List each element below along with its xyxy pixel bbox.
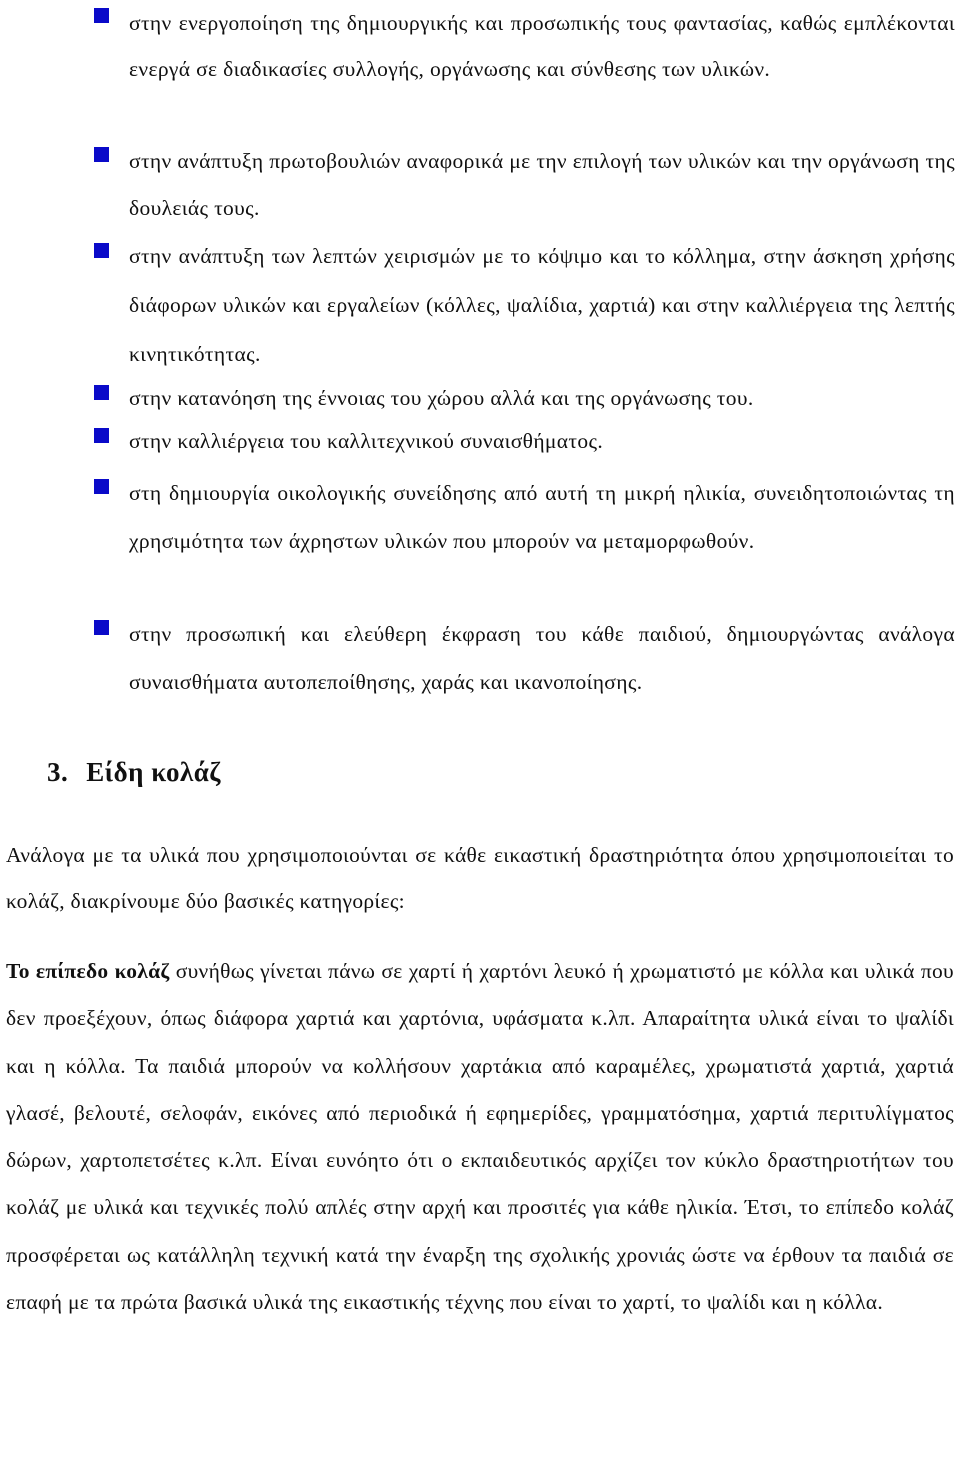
section-number: 3.	[47, 757, 69, 787]
flat-collage-paragraph	[6, 948, 954, 1326]
flat-collage-term: Το επίπεδο κολάζ	[6, 959, 170, 983]
section-title: Είδη κολάζ	[86, 757, 221, 787]
square-bullet-icon	[94, 243, 109, 258]
list-item	[129, 469, 955, 565]
list-item-text: στην ενεργοποίηση της δημιουργικής και προσωπικής τους φαντασίας, καθώς εμπλέκονται ενεργά σε διαδικασίες συλλογής, οργάνωσης και σύνθεσης των υλικών.	[129, 11, 955, 81]
flat-collage-text: συνήθως γίνεται πάνω σε χαρτί ή χαρτόνι λευκό ή χρωματιστό με κόλλα και υλικά που δεν προεξέχουν, όπως διάφορα χαρτιά και χαρτόνια, υφάσματα κ.λπ. Απαραίτητα υλικά είναι το ψαλίδι και η κόλλα. Τα παιδιά μπορούν να κολλήσουν χαρτάκια από καραμέλες, χρωματιστά χαρτιά, χαρτιά γλασέ, βελουτέ, σελοφάν, εικόνες από περιοδικά ή εφημερίδες, γραμματόσημα, χαρτιά περιτυλίγματος δώρων, χαρτοπετσέτες κ.λπ. Είναι ευνόητο ότι ο εκπαιδευτικός αρχίζει τον κύκλο δραστηριοτήτων του κολάζ με υλικά και τεχνικές πολύ απλές στην αρχή και προσιτές για κάθε ηλικία. Έτσι, το επίπεδο κολάζ προσφέρεται ως κατάλληλη τεχνική κατά την έναρξη της σχολικής χρονιάς ώστε να έρθουν τα παιδιά σε επαφή με τα πρώτα βασικά υλικά της εικαστικής τέχνης που είναι το χαρτί, το ψαλίδι και η κόλλα.	[6, 959, 954, 1315]
square-bullet-icon	[94, 147, 109, 162]
list-item	[129, 232, 955, 379]
list-item-text: στην προσωπική και ελεύθερη έκφραση του κάθε παιδιού, δημιουργώντας ανάλογα συναισθήματα αυτοπεποίθησης, χαράς και ικανοποίησης.	[129, 622, 955, 694]
square-bullet-icon	[94, 479, 109, 494]
list-item-text: στη δημιουργία οικολογικής συνείδησης από αυτή τη μικρή ηλικία, συνειδητοποιώντας τη χρησιμότητα των άχρηστων υλικών που μπορούν να μεταμορφωθούν.	[129, 481, 955, 553]
list-item-text: στην καλλιέργεια του καλλιτεχνικού συναισθήματος.	[129, 429, 604, 453]
square-bullet-icon	[94, 385, 109, 400]
intro-paragraph: Ανάλογα με τα υλικά που χρησιμοποιούνται σε κάθε εικαστική δραστηριότητα όπου χρησιμοποιείται το κολάζ, διακρίνουμε δύο βασικές κατηγορίες:	[6, 843, 954, 913]
square-bullet-icon	[94, 620, 109, 635]
list-item	[129, 420, 955, 462]
list-item	[129, 610, 955, 706]
square-bullet-icon	[94, 8, 109, 23]
list-item	[129, 377, 955, 419]
list-item	[129, 0, 955, 92]
section-heading	[47, 757, 221, 788]
square-bullet-icon	[94, 428, 109, 443]
list-item-text: στην ανάπτυξη των λεπτών χειρισμών με το κόψιμο και το κόλλημα, στην άσκηση χρήσης διάφορων υλικών και εργαλείων (κόλλες, ψαλίδια, χαρτιά) και στην καλλιέργεια της λεπτής κινητικότητας.	[129, 244, 955, 366]
list-item-text: στην κατανόηση της έννοιας του χώρου αλλά και της οργάνωσης του.	[129, 386, 754, 410]
list-item-text: στην ανάπτυξη πρωτοβουλιών αναφορικά με την επιλογή των υλικών και την οργάνωση της δουλειάς τους.	[129, 149, 955, 220]
list-item	[129, 138, 955, 232]
